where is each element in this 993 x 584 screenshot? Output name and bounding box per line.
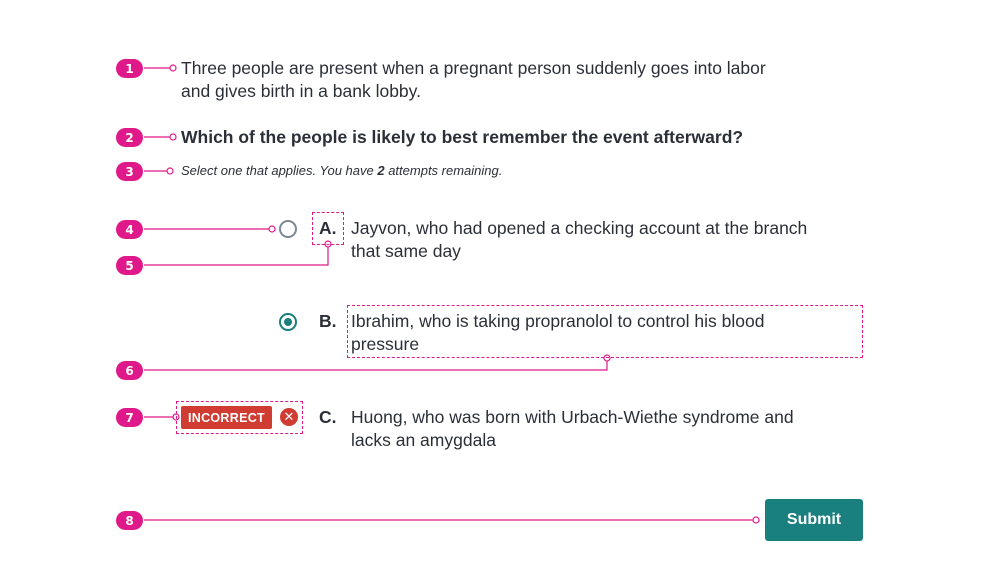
option-c-line-1: Huong, who was born with Urbach-Wiethe syndrome and	[351, 407, 794, 427]
callout-badge-1: 1	[116, 59, 143, 78]
option-a-radio[interactable]	[279, 220, 297, 238]
callout-badge-7: 7	[116, 408, 143, 427]
instructions	[181, 163, 502, 179]
callout-badge-5: 5	[116, 256, 143, 275]
callout-badge-8: 8	[116, 511, 143, 530]
question-prompt	[181, 57, 766, 103]
option-a-line-2: that same day	[351, 241, 461, 261]
instructions-after: attempts remaining.	[384, 163, 503, 178]
option-c-text[interactable]	[351, 406, 794, 452]
attempts-count: 2	[377, 163, 385, 178]
option-c-line-2: lacks an amygdala	[351, 430, 496, 450]
option-b-text[interactable]	[351, 310, 764, 356]
prompt-line-2: and gives birth in a bank lobby.	[181, 81, 421, 101]
callout-badge-6: 6	[116, 361, 143, 380]
x-circle-icon: ✕	[280, 408, 298, 426]
instructions-before: Select one that applies. You have	[181, 163, 378, 178]
incorrect-badge: INCORRECT	[181, 406, 272, 429]
option-a-letter: A.	[319, 218, 337, 238]
option-b-line-2: pressure	[351, 334, 420, 354]
callout-badge-4: 4	[116, 220, 143, 239]
option-b-line-1: Ibrahim, who is taking propranolol to control his blood	[351, 311, 765, 331]
option-a-text[interactable]	[351, 217, 807, 263]
question-title: Which of the people is likely to best remember the event afterward?	[181, 127, 744, 147]
prompt-line-1: Three people are present when a pregnant person suddenly goes into labor	[181, 58, 766, 78]
callout-badge-2: 2	[116, 128, 143, 147]
callout-badge-3: 3	[116, 162, 143, 181]
option-b-radio[interactable]	[279, 313, 297, 331]
option-c-letter: C.	[319, 407, 337, 427]
option-a-line-1: Jayvon, who had opened a checking account at the branch	[351, 218, 808, 238]
option-b-letter: B.	[319, 311, 337, 331]
submit-button[interactable]: Submit	[765, 499, 863, 541]
